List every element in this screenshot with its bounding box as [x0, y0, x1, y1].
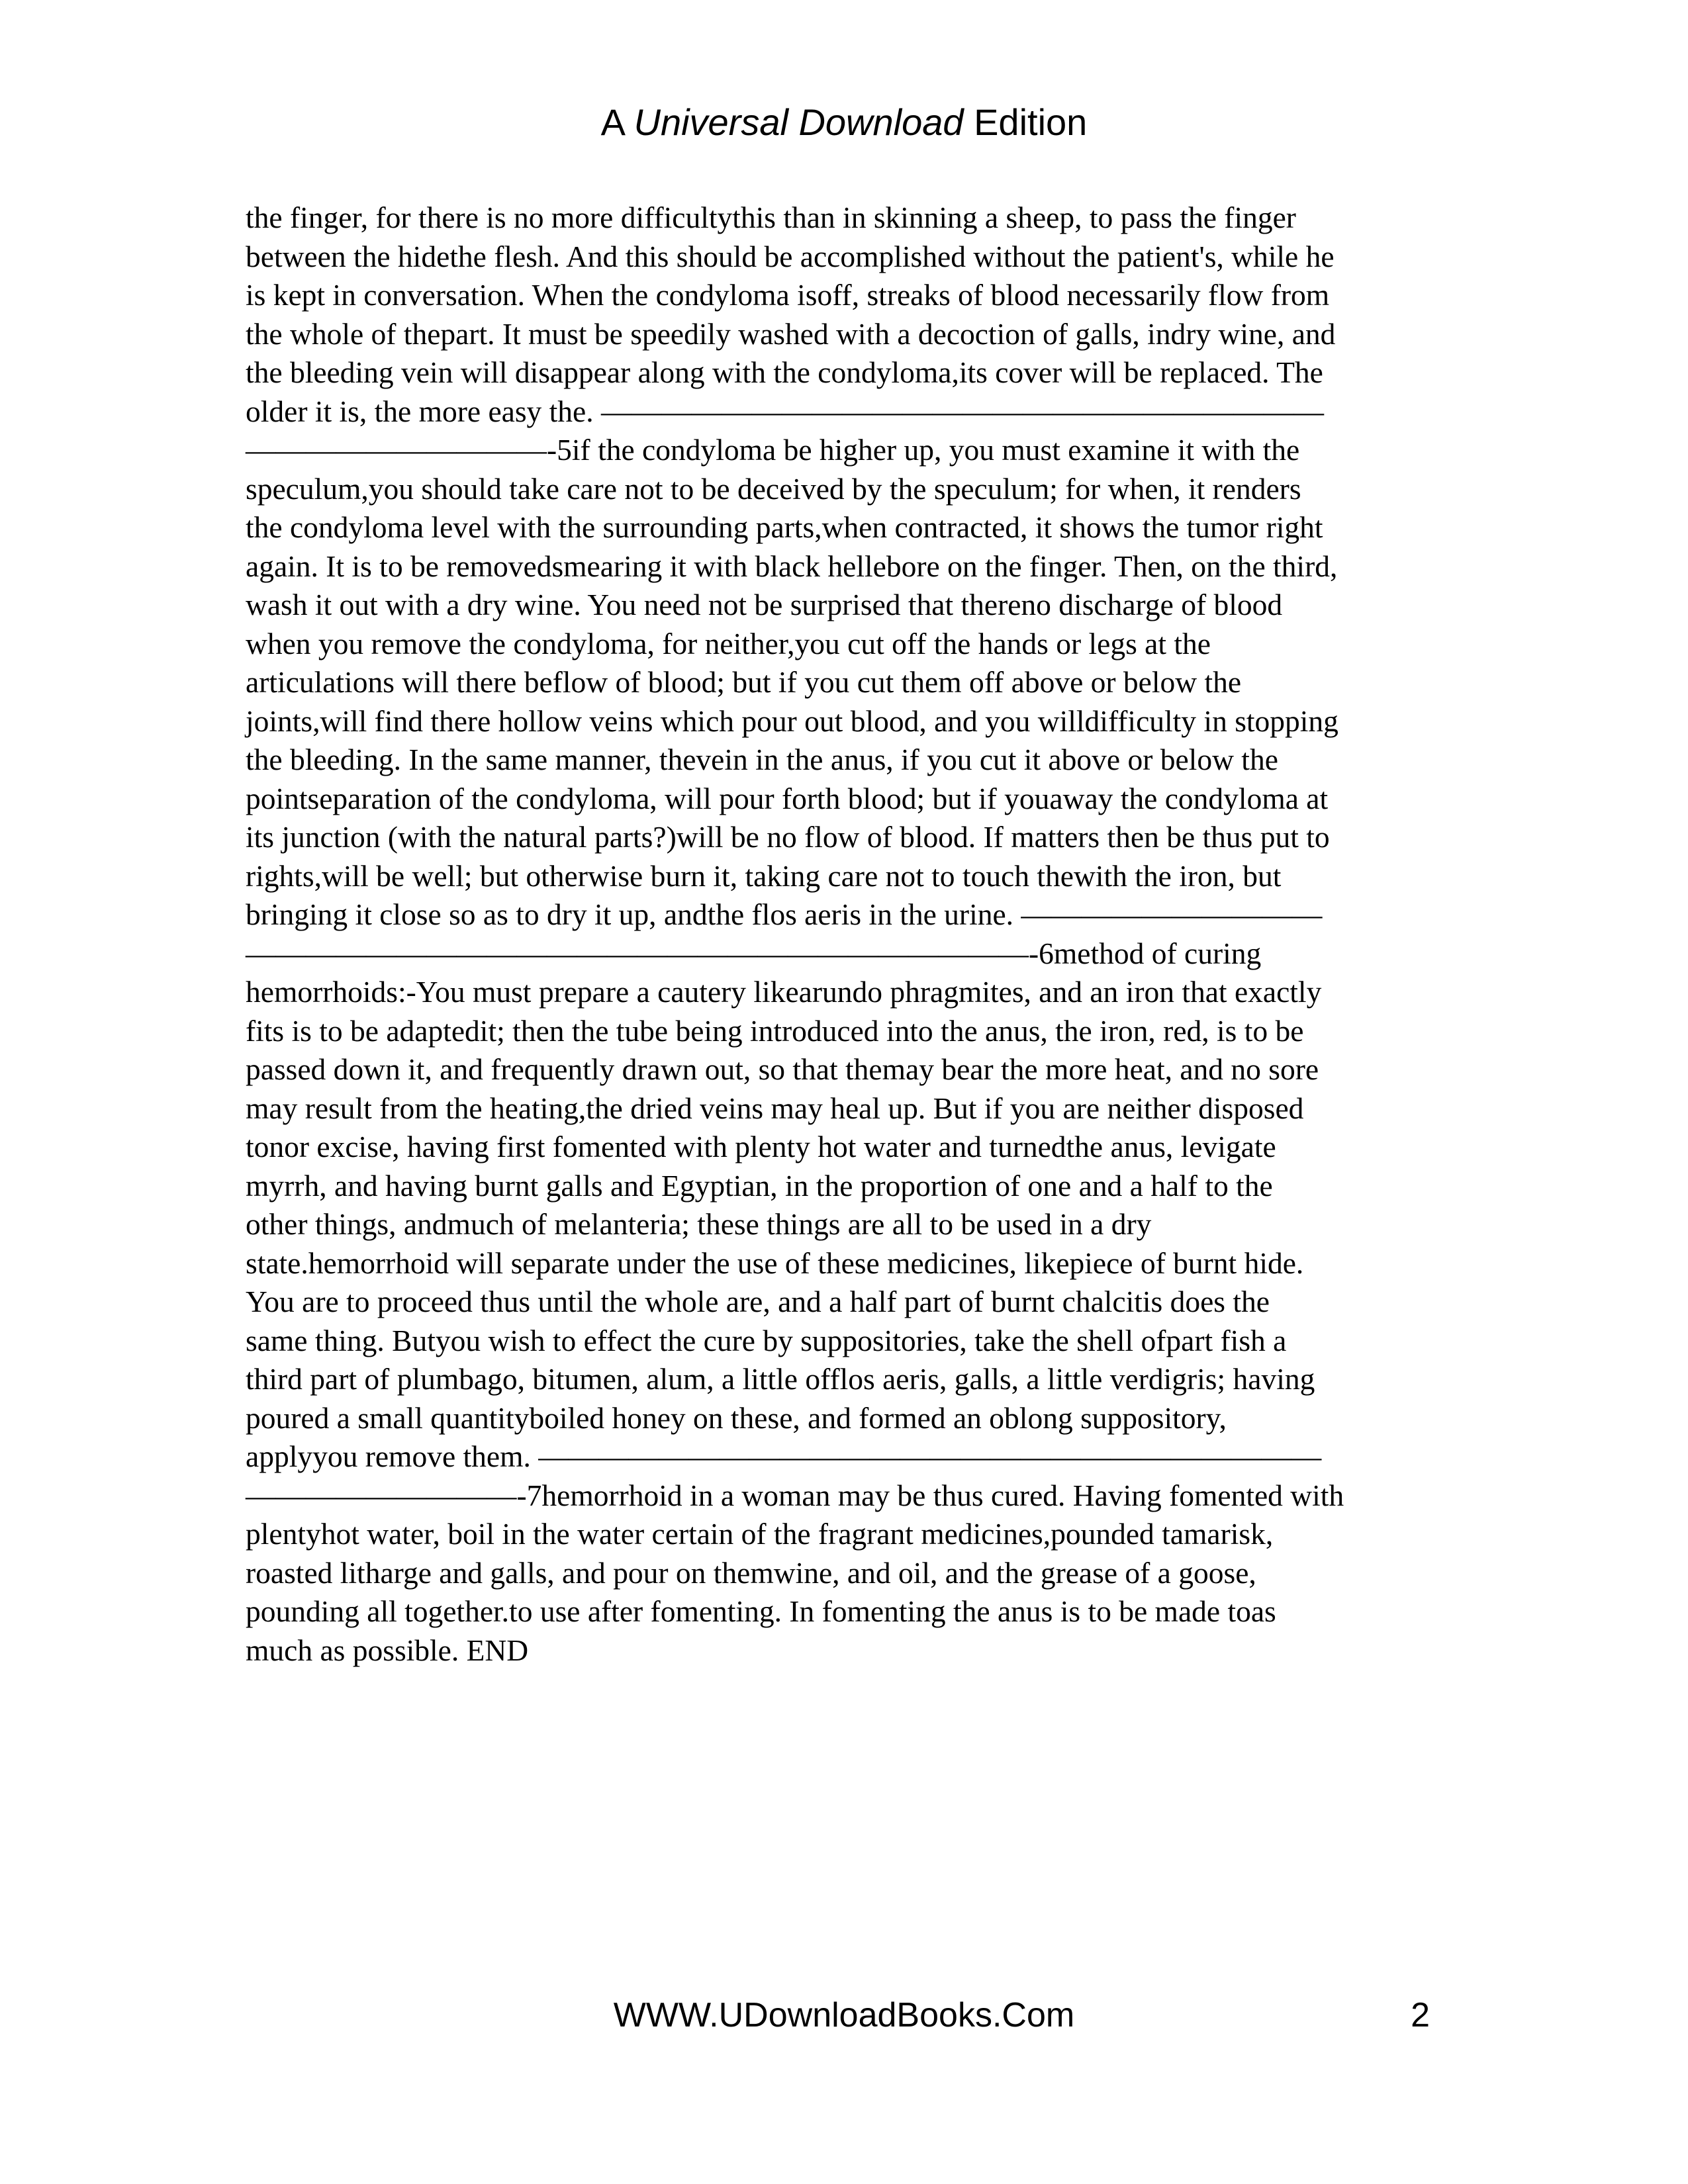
- text-line: the condyloma level with the surrounding parts,when contracted, it shows the tumor right: [246, 510, 1323, 544]
- text-line: passed down it, and frequently drawn out, so that themay bear the more heat, and no sore: [246, 1052, 1319, 1086]
- text-line: may result from the heating,the dried veins may heal up. But if you are neither disposed: [246, 1091, 1304, 1125]
- header-suffix: Edition: [974, 101, 1088, 143]
- header-prefix: A: [600, 101, 624, 143]
- text-line: is kept in conversation. When the condyloma isoff, streaks of blood necessarily flow from: [246, 278, 1330, 312]
- text-line: pointseparation of the condyloma, will pour forth blood; but if youaway the condyloma at: [246, 781, 1329, 815]
- page-number: 2: [1411, 1996, 1430, 2034]
- text-line: between the hidethe flesh. And this should be accomplished without the patient's, while he: [246, 239, 1335, 273]
- text-line: rights,will be well; but otherwise burn it, taking care not to touch thewith the iron, but: [246, 858, 1282, 893]
- text-line: the bleeding. In the same manner, thevein in the anus, if you cut it above or below the: [246, 743, 1278, 776]
- text-line: ——————————-5if the condyloma be higher up, you must examine it with the: [246, 433, 1300, 467]
- text-line: roasted litharge and galls, and pour on themwine, and oil, and the grease of a goose,: [246, 1555, 1256, 1590]
- text-line: tonor excise, having first fomented with plenty hot water and turnedthe anus, levigate: [246, 1130, 1276, 1163]
- text-line: older it is, the more easy the. ————————————————————————: [246, 394, 1325, 428]
- text-line: same thing. Butyou wish to effect the cure by suppositories, take the shell ofpart fish a: [246, 1323, 1287, 1357]
- text-line: plentyhot water, boil in the water certain of the fragrant medicines,pounded tamarisk,: [246, 1517, 1274, 1551]
- text-line: wash it out with a dry wine. You need not be surprised that thereno discharge of blood: [246, 588, 1283, 621]
- text-line: ——————————————————————————-6method of curing: [246, 936, 1262, 970]
- text-line: bringing it close so as to dry it up, andthe flos aeris in the urine. ——————————: [246, 897, 1323, 931]
- text-line: hemorrhoids:-You must prepare a cautery likearundo phragmites, and an iron that exactly: [246, 975, 1322, 1009]
- header-italic-title: Universal Download: [633, 101, 964, 143]
- text-line: —————————-7hemorrhoid in a woman may be thus cured. Having fomented with: [246, 1478, 1344, 1512]
- text-line: other things, andmuch of melanteria; these things are all to be used in a dry: [246, 1207, 1152, 1241]
- text-line: articulations will there beflow of blood; but if you cut them off above or below the: [246, 665, 1242, 699]
- text-line: again. It is to be removedsmearing it with black hellebore on the finger. Then, on the third,: [246, 549, 1338, 583]
- text-line: You are to proceed thus until the whole are, and a half part of burnt chalcitis does the: [246, 1285, 1270, 1318]
- page-footer: [0, 1992, 1688, 2038]
- text-line: the bleeding vein will disappear along with the condyloma,its cover will be replaced. The: [246, 355, 1323, 389]
- text-line: speculum,you should take care not to be deceived by the speculum; for when, it renders: [246, 471, 1301, 506]
- text-line: its junction (with the natural parts?)will be no flow of blood. If matters then be thus put to: [246, 820, 1330, 854]
- text-line: fits is to be adaptedit; then the tube being introduced into the anus, the iron, red, is to be: [246, 1013, 1304, 1048]
- footer-site-url: WWW.UDownloadBooks.Com: [613, 1996, 1075, 2034]
- text-line: third part of plumbago, bitumen, alum, a little offlos aeris, galls, a little verdigris; having: [246, 1362, 1315, 1396]
- body-text: [246, 199, 1430, 1670]
- text-line: state.hemorrhoid will separate under the use of these medicines, likepiece of burnt hide.: [246, 1246, 1304, 1280]
- text-line: myrrh, and having burnt galls and Egyptian, in the proportion of one and a half to the: [246, 1168, 1273, 1203]
- text-line: poured a small quantityboiled honey on these, and formed an oblong suppository,: [246, 1400, 1227, 1435]
- text-line: much as possible. END: [246, 1633, 529, 1667]
- text-line: the whole of thepart. It must be speedily washed with a decoction of galls, indry wine, and: [246, 316, 1336, 351]
- text-line: applyyou remove them. ——————————————————————————: [246, 1439, 1322, 1473]
- text-line: when you remove the condyloma, for neither,you cut off the hands or legs at the: [246, 626, 1211, 660]
- text-line: the finger, for there is no more difficultythis than in skinning a sheep, to pass the finger: [246, 201, 1296, 234]
- text-line: pounding all together.to use after fomenting. In fomenting the anus is to be made toas: [246, 1594, 1276, 1628]
- text-line: joints,will find there hollow veins which pour out blood, and you willdifficulty in stopping: [246, 704, 1338, 738]
- page-header: [0, 99, 1688, 146]
